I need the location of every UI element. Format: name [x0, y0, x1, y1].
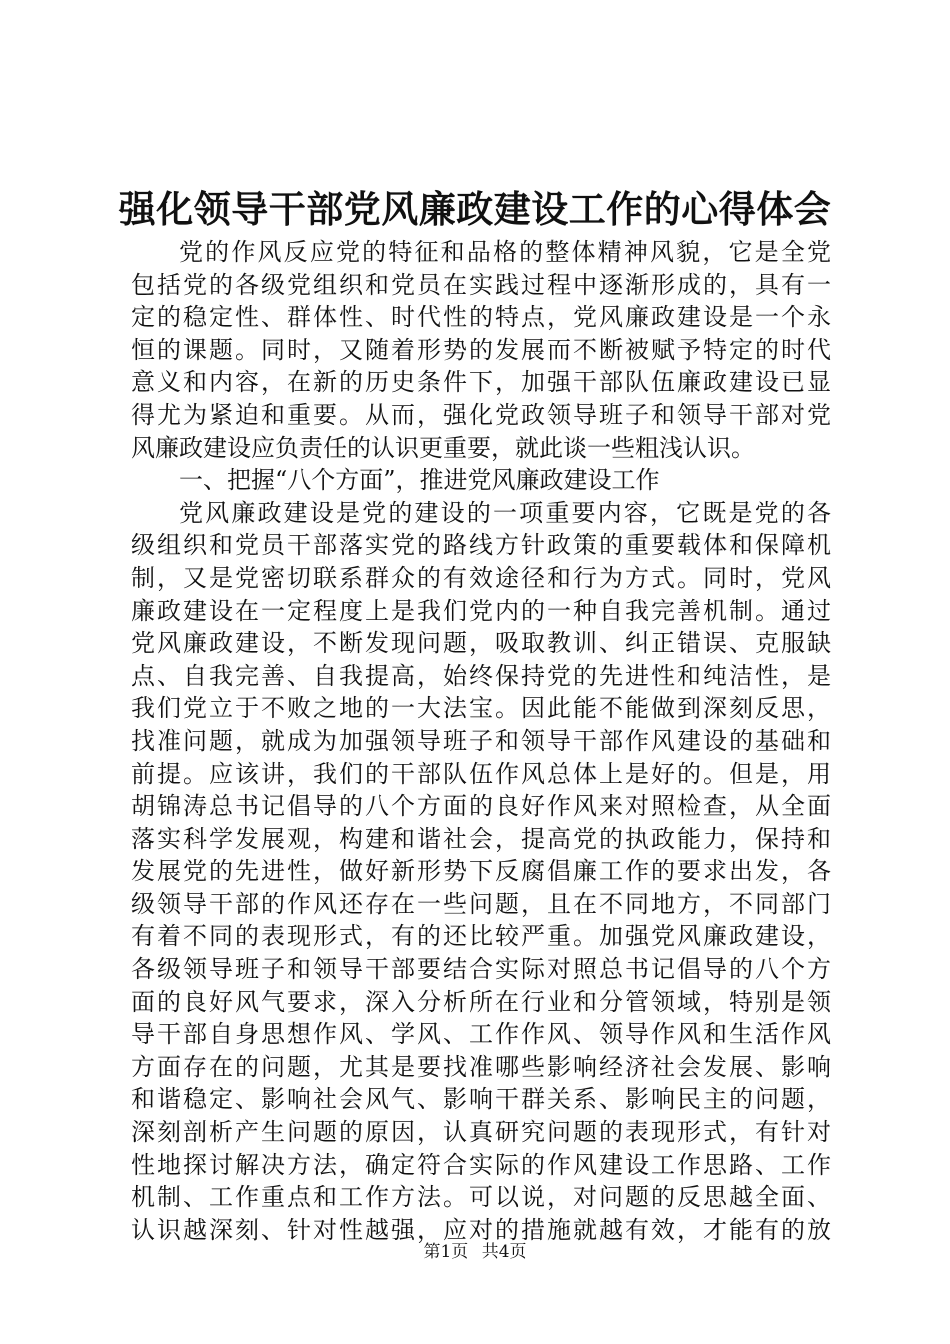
text-line: 面的良好风气要求，深入分析所在行业和分管领域，特别是领: [131, 987, 831, 1016]
text-line: 意义和内容，在新的历史条件下，加强干部队伍廉政建设已显: [131, 368, 831, 397]
document-body: [131, 236, 831, 1246]
text-line: 性地探讨解决方法，确定符合实际的作风建设工作思路、工作: [131, 1150, 831, 1179]
text-line: 包括党的各级党组织和党员在实践过程中逐渐形成的，具有一: [131, 270, 831, 299]
text-line: 得尤为紧迫和重要。从而，强化党政领导班子和领导干部对党: [131, 400, 831, 429]
text-line: 机制、工作重点和工作方法。可以说，对问题的反思越全面、: [131, 1183, 831, 1212]
text-line: 级组织和党员干部落实党的路线方针政策的重要载体和保障机: [131, 531, 831, 560]
text-line: 我们党立于不败之地的一大法宝。因此能不能做到深刻反思，: [131, 694, 831, 723]
text-line: 深刻剖析产生问题的原因，认真研究问题的表现形式，有针对: [131, 1118, 831, 1147]
text-line: 方面存在的问题，尤其是要找准哪些影响经济社会发展、影响: [131, 1052, 831, 1081]
text-line: 认识越深刻、针对性越强，应对的措施就越有效，才能有的放: [131, 1215, 831, 1244]
text-line: 各级领导班子和领导干部要结合实际对照总书记倡导的八个方: [131, 955, 831, 984]
text-line: 胡锦涛总书记倡导的八个方面的良好作风来对照检查，从全面: [131, 792, 831, 821]
text-line: 找准问题，就成为加强领导班子和领导干部作风建设的基础和: [131, 726, 831, 755]
text-line: 制，又是党密切联系群众的有效途径和行为方式。同时，党风: [131, 563, 831, 592]
text-line: 导干部自身思想作风、学风、工作作风、领导作风和生活作风: [131, 1020, 831, 1049]
page-footer: [0, 1240, 950, 1264]
text-line: 前提。应该讲，我们的干部队伍作风总体上是好的。但是，用: [131, 759, 831, 788]
text-line: 党风廉政建设是党的建设的一项重要内容，它既是党的各: [179, 498, 831, 527]
text-line: 发展党的先进性，做好新形势下反腐倡廉工作的要求出发，各: [131, 857, 831, 886]
section-heading: 一、把握“八个方面”，推进党风廉政建设工作: [179, 466, 660, 495]
text-line: 风廉政建设应负责任的认识更重要，就此谈一些粗浅认识。: [131, 433, 755, 462]
text-line: 和谐稳定、影响社会风气、影响干群关系、影响民主的问题，: [131, 1085, 831, 1114]
page-number: 第1页: [423, 1242, 469, 1262]
document-title: 强化领导干部党风廉政建设工作的心得体会: [118, 187, 832, 231]
page-total: 共4页: [481, 1242, 527, 1262]
text-line: 党的作风反应党的特征和品格的整体精神风貌，它是全党: [179, 238, 831, 266]
text-line: 级领导干部的作风还存在一些问题，且在不同地方，不同部门: [131, 889, 831, 918]
text-line: 党风廉政建设，不断发现问题，吸取教训、纠正错误、克服缺: [131, 629, 831, 658]
text-line: 有着不同的表现形式，有的还比较严重。加强党风廉政建设，: [131, 922, 831, 951]
text-line: 恒的课题。同时，又随着形势的发展而不断被赋予特定的时代: [131, 335, 831, 364]
text-line: 落实科学发展观，构建和谐社会，提高党的执政能力，保持和: [131, 824, 831, 853]
text-line: 定的稳定性、群体性、时代性的特点，党风廉政建设是一个永: [131, 303, 831, 332]
text-line: 廉政建设在一定程度上是我们党内的一种自我完善机制。通过: [131, 596, 831, 625]
text-line: 点、自我完善、自我提高，始终保持党的先进性和纯洁性，是: [131, 661, 831, 690]
